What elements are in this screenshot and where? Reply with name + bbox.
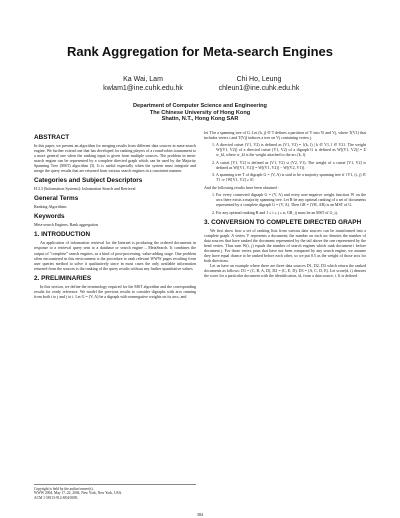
section-heading: ABSTRACT [34,134,70,141]
intro-text: An application of information retrieval for the Internet is producing the ordered documents in response to a retrieval query sent to a database or search engine – MetaSearch. It combines the output of "complete" search engines, as a kind of post-processing, value-adding stage. One problem often encountered in this environment is the procedure to rank relevant WWW pages resulting from user queries method to solve it qualitatively since in most cases the only available information returned from the sources is the ranking of the query results without any further quantitative values. [34,240,196,271]
prelim-text: In this section, we define the terminology required for the MST algorithm and the corresponding results for ready reference. We model the previous results to consider digraphs with arcs running from both i to j and j to i. Let G = (V, A) be a digraph with nonnegative weights on its arcs, and [34,283,196,299]
author-name: Ka Wai, Lam [123,76,163,83]
section-heading: 3. CONVERSION TO COMPLETE DIRECTED GRAPH [204,218,362,226]
list-item: 2. For any optimal ranking R and 1 ≤ i ≤ j ≤ n, GR_ij must be an MST of G_ij. [216,210,366,215]
section-heading: 1. INTRODUCTION [34,231,91,239]
affiliation [0,103,400,123]
results-list [204,192,366,215]
affiliation-line: Shatin, N.T., Hong Kong SAR [161,116,239,123]
section-heading: General Terms [34,195,79,203]
list-item: 3. A spanning tree T of digraph G = (V, A) is said to be a majority spanning tree if {V1, (i, j) ∈ T} ⇒ {W[V1, V2] ≥ 0} [216,172,366,182]
affiliation-line: Department of Computer Science and Engineering [133,103,267,109]
author-2 [174,75,344,93]
copyright-footnote [34,484,196,500]
results-intro-text: And the following results have been obtained : [204,184,279,190]
general-terms-text: Ranking Algorithms [34,204,67,210]
definition-list [204,142,366,182]
right-column [204,130,366,510]
section-heading: Categories and Subject Descriptors [34,177,143,185]
categories-text: H.3.3 [Information Systems]: Information Search and Retrieval [34,186,136,192]
list-item: 1. For every connected digraph G = (V, A) and every non-negative weight function W on the arcs there exists a majority spanning tree. Let R be any optimal ranking of a set of documents represented by a complete digraph G = (V, A). Then GR = (VR, AR) is an MST of G. [216,192,366,207]
footnote-line: WWW 2004, May 17–22, 2004, New York, New York, USA. [34,491,123,496]
conversion-text-2: Let us have an example where there are three data sources D1, D2, D3 which return the ranked documents as follows: D1 = (C, B, A, D), D2 = (C, E, D), D3 = (A, C, D, E). Let score(d, i) denotes the score for a particular document with the identification, id, from a data source, i. It is defined [204,262,366,279]
keywords-text: Meta-search Engines, Rank aggregation [34,222,98,228]
list-item: 2. A cutset [V1, V2] is defined as (V1, V2) ∪ (V2, V1). The weight of a cutset [V1, V2] is defined as W([V1, V2]) = W[(V1, V2)] − W[(V2, V1)]. [216,160,366,170]
abstract-text: In this paper, we present an algorithm for merging results from different data sources in meta-search engine. We further extend one that has developed for ranking players of a round-robin tournament to a more general one when the ranking input is given from multiple sources. The problem in meta-search engine can be represented by a complete directed graph which can be used by the Majority Spanning Tree (MST) algorithm [3]. It is useful especially when the system must integrate and merge the query results that are returned from various search engines in a consistent manner. [34,143,196,174]
prelim-continued-text: let T be a spanning tree of G. Let (h, j) ∈ T defines a partition of V into Vi and Vj, where T(V1) that includes vertex i and T(Vj) induces a tree on Vj containing vertex j. [204,130,366,141]
page-number: 384 [196,512,204,517]
section-heading: 2. PRELIMINARIES [34,274,92,282]
left-column [34,130,196,510]
author-email: kwlam1@ine.cuhk.edu.hk [103,85,183,92]
author-email: chleun1@ine.cuhk.edu.hk [218,85,300,92]
conversion-text: We first show how a set of ranking lists from various data sources can be transformed into a complete graph. A vertex V represents a document; the number on each arc denotes the number of data sources that have ranked the document represented by the tail above the one represented by the head vertex. Thus sum W(i, j) equals the number of search engines which rank document i before document j. For those vertex pairs that have not been compared by any search engine, we assume they have equal chance to be ranked before each other, so we put 0.5 as the weight of those arcs for both directions. [204,227,366,263]
list-item: 1. A directed cutset (V1, V2) is defined as (V1, V2) = {(k, l) | k ∈ V1, l ∈ V2}. The weight W[(V1, V2)] of a directed cutset (V1, V2) of a digraph G is defined as W[(V1, V2)] = Σ w_kl, where w_kl is the weight attached to the arc (k, l). [216,142,366,157]
affiliation-line: The Chinese University of Hong Kong [149,109,251,116]
footnote-line: ACM 1-58113-912-8/04/0005. [34,495,79,500]
footnote-line: Copyright is held by the author/owner(s). [34,487,94,491]
section-heading: Keywords [34,213,65,221]
paper-title: Rank Aggregation for Meta-search Engines [66,44,334,59]
author-name: Chi Ho, Leung [236,76,282,83]
